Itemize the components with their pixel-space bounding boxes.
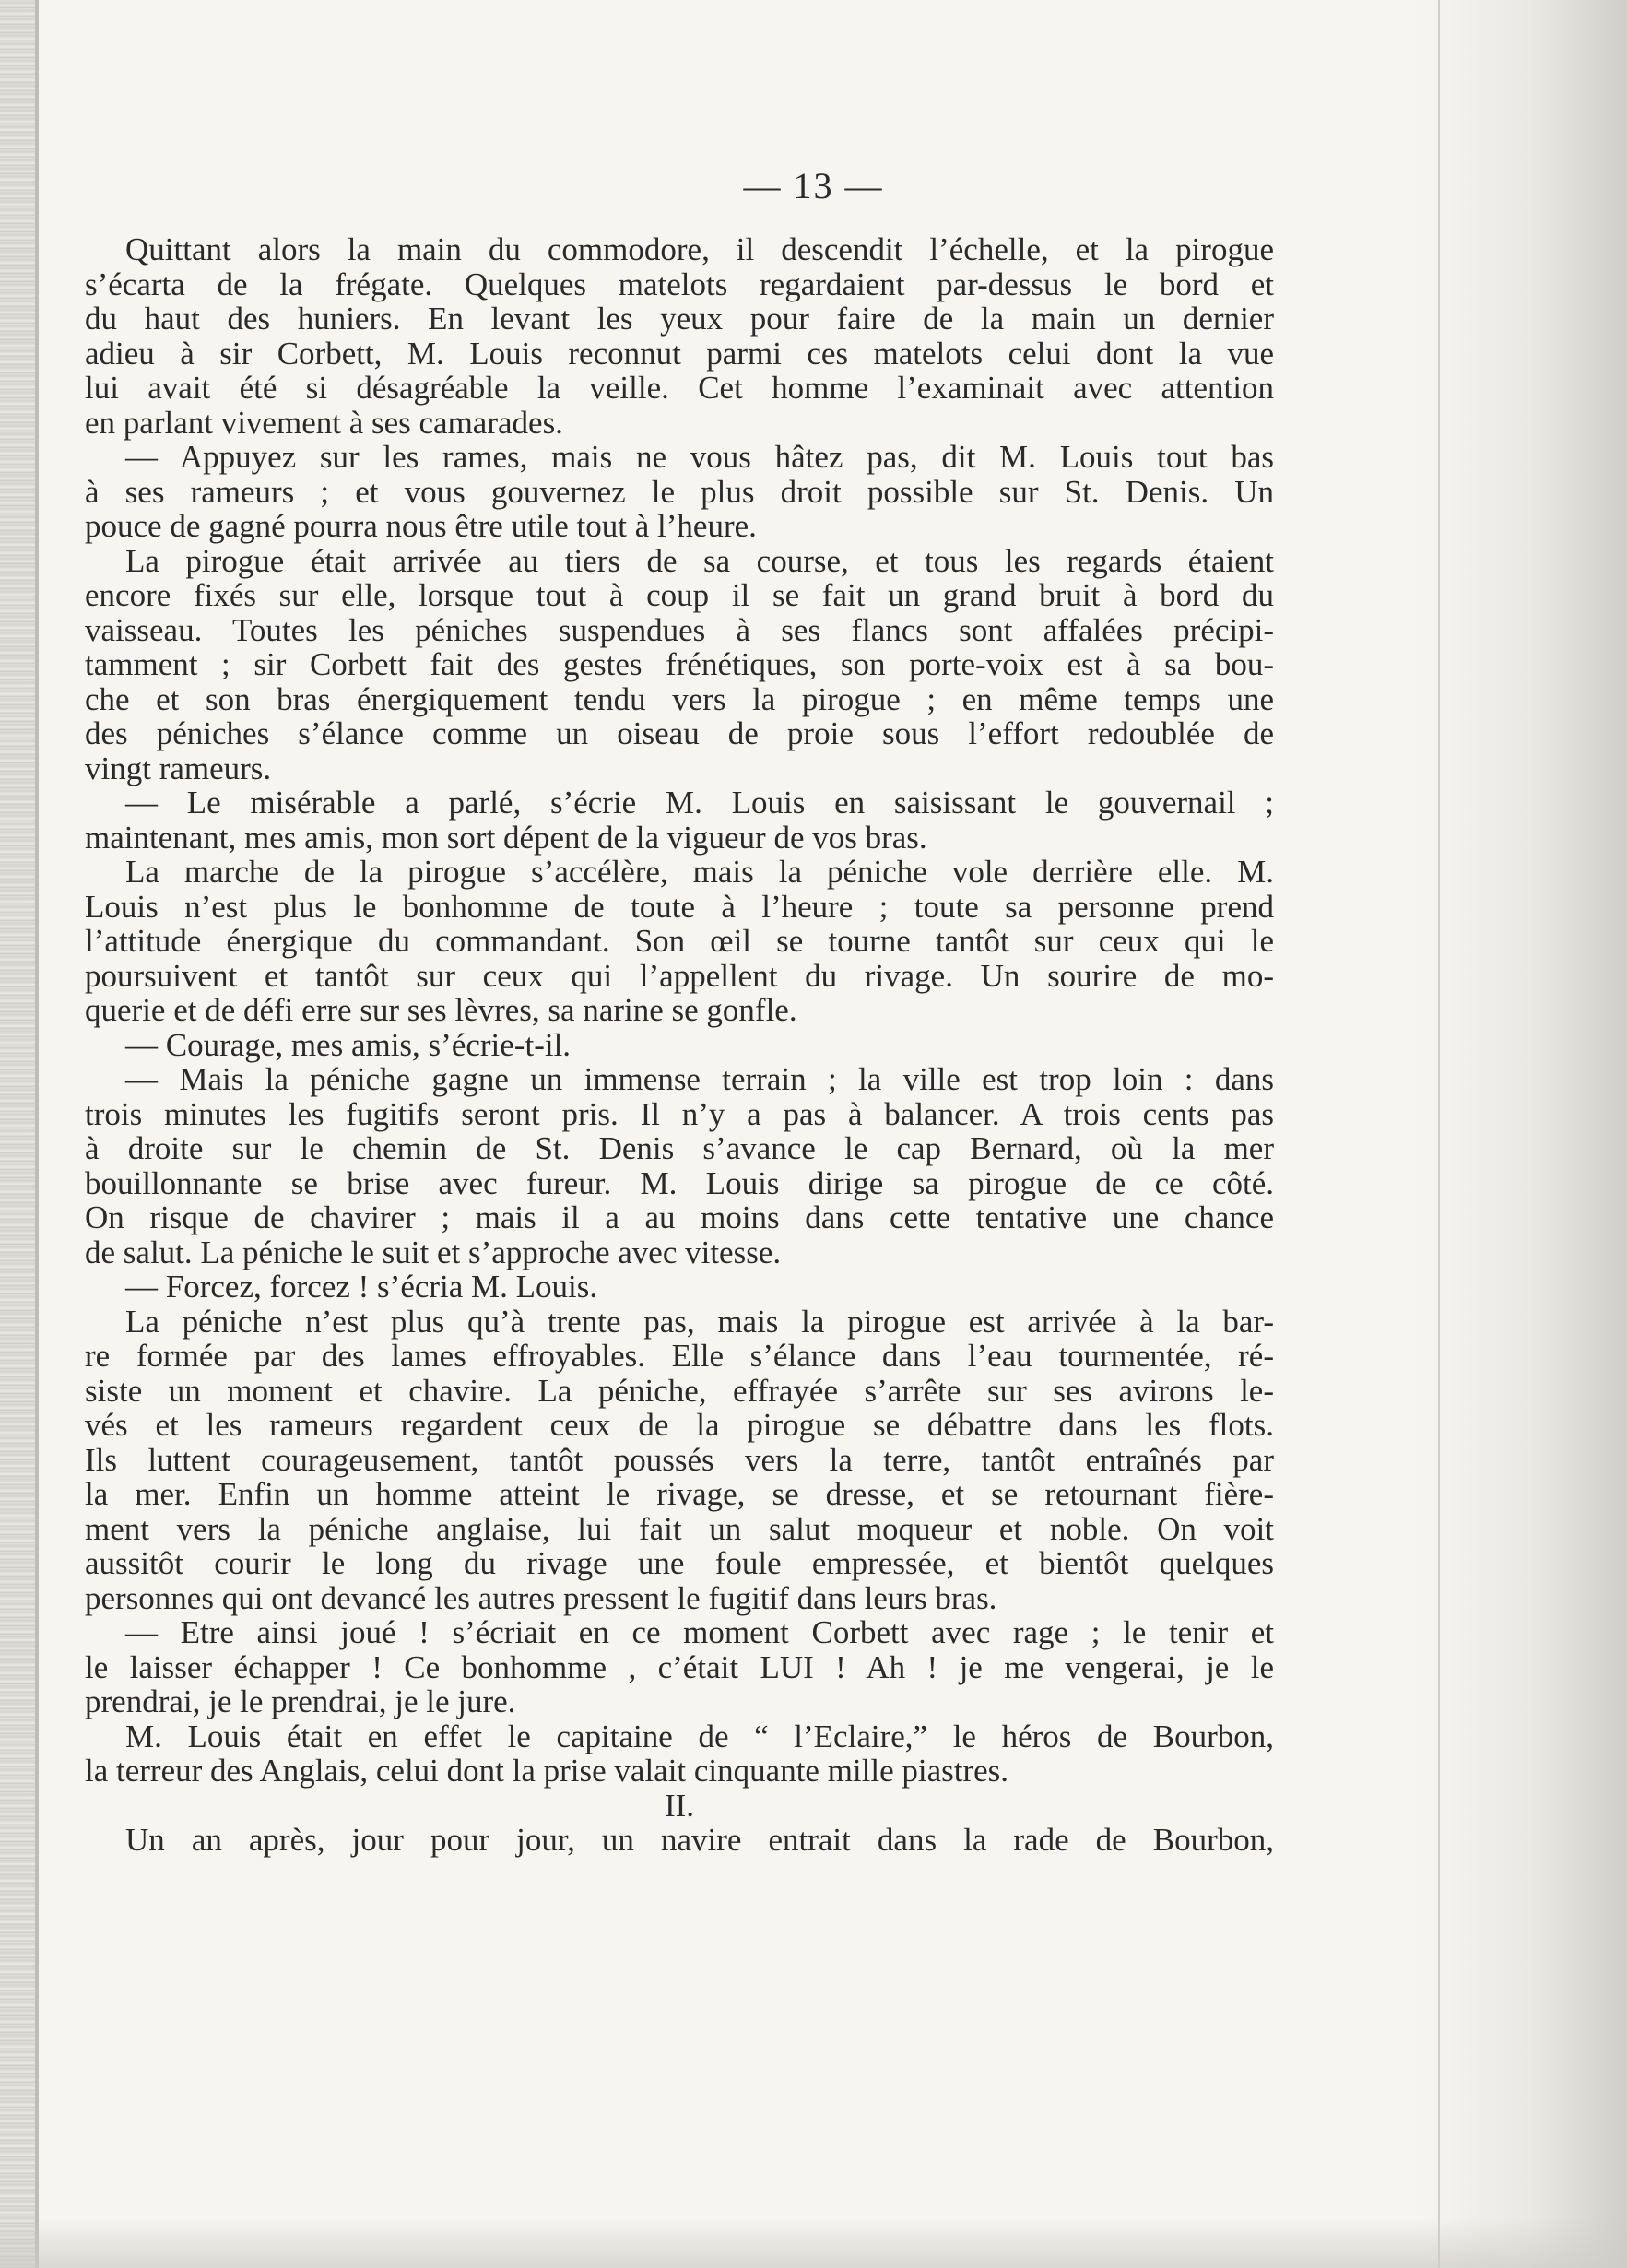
text-line: Quittant alors la main du commodore, il descendit l’échelle, et la pirogue [125, 231, 1274, 267]
text-line: aussitôt courir le long du rivage une foule empressée, et bientôt quelques [85, 1545, 1274, 1581]
text-line: la terreur des Anglais, celui dont la prise valait cinquante mille piastres. [85, 1753, 1009, 1789]
text-line: ment vers la péniche anglaise, lui fait un salut moqueur et noble. On voit [85, 1510, 1274, 1547]
text-line: — Forcez, forcez ! s’écria M. Louis. [125, 1269, 598, 1305]
text-line: che et son bras énergiquement tendu vers la pirogue ; en même temps une [85, 680, 1274, 717]
section-heading: II. [664, 1787, 695, 1824]
text-line: l’attitude énergique du commandant. Son œil se tourne tantôt sur ceux qui le [85, 923, 1274, 959]
page-left-edge [35, 0, 39, 2268]
text-line: Un an après, jour pour jour, un navire entrait dans la rade de Bourbon, [125, 1822, 1274, 1858]
text-line: le laisser échapper ! Ce bonhomme , c’était LUI ! Ah ! je me vengerai, je le [85, 1648, 1274, 1685]
text-line: vingt rameurs. [85, 750, 272, 786]
text-line: adieu à sir Corbett, M. Louis reconnut parmi ces matelots celui dont la vue [85, 335, 1274, 372]
text-line: tamment ; sir Corbett fait des gestes frénétiques, son porte-voix est à sa bou- [85, 646, 1274, 682]
text-line: bouillonnante se brise avec fureur. M. Louis dirige sa pirogue de ce côté. [85, 1164, 1274, 1201]
text-line: maintenant, mes amis, mon sort dépent de la vigueur de vos bras. [85, 819, 927, 856]
text-line: vés et les rameurs regardent ceux de la pirogue se débattre dans les flots. [85, 1407, 1274, 1443]
text-line: de salut. La péniche le suit et s’approche avec vitesse. [85, 1234, 782, 1270]
text-line: — Mais la péniche gagne un immense terrain ; la ville est trop loin : dans [125, 1061, 1274, 1097]
text-line: la mer. Enfin un homme atteint le rivage, se dresse, et se retournant fière- [85, 1476, 1274, 1512]
text-line: Louis n’est plus le bonhomme de toute à l’heure ; toute sa personne prend [85, 888, 1274, 925]
text-line: — Appuyez sur les rames, mais ne vous hâtez pas, dit M. Louis tout bas [125, 439, 1274, 475]
text-line: — Le misérable a parlé, s’écrie M. Louis en saisissant le gouvernail ; [125, 785, 1274, 821]
page-left-margin-shadow [0, 0, 35, 2268]
text-line: re formée par des lames effroyables. Elle s’élance dans l’eau tourmentée, ré- [85, 1338, 1274, 1374]
text-line: trois minutes les fugitifs seront pris. Il n’y a pas à balancer. A trois cents pas [85, 1095, 1274, 1132]
text-line: à droite sur le chemin de St. Denis s’avance le cap Bernard, où la mer [85, 1130, 1274, 1166]
text-line: La péniche n’est plus qu’à trente pas, mais la pirogue est arrivée à la bar- [125, 1303, 1274, 1340]
text-line: en parlant vivement à ses camarades. [85, 404, 563, 441]
text-line: prendrai, je le prendrai, je le jure. [85, 1683, 516, 1719]
text-line: du haut des huniers. En levant les yeux pour faire de la main un dernier [85, 301, 1274, 337]
text-line: s’écarta de la frégate. Quelques matelots regardaient par-dessus le bord et [85, 266, 1274, 302]
text-line: poursuivent et tantôt sur ceux qui l’appellent du rivage. Un sourire de mo- [85, 957, 1274, 994]
text-line: à ses rameurs ; et vous gouvernez le plus droit possible sur St. Denis. Un [85, 473, 1274, 510]
text-line: vaisseau. Toutes les péniches suspendues à ses flancs sont affalées précipi- [85, 611, 1274, 648]
text-line: encore fixés sur elle, lorsque tout à coup il se fait un grand bruit à bord du [85, 577, 1274, 613]
page-right-edge [1438, 0, 1440, 2268]
page-number: — 13 — [743, 165, 884, 207]
text-line: des péniches s’élance comme un oiseau de proie sous l’effort redoublée de [85, 715, 1274, 751]
text-line: lui avait été si désagréable la veille. Cet homme l’examinait avec attention [85, 370, 1274, 406]
text-line: siste un moment et chavire. La péniche, effrayée s’arrête sur ses avirons le- [85, 1372, 1274, 1409]
text-line: La pirogue était arrivée au tiers de sa course, et tous les regards étaient [125, 542, 1274, 579]
text-line: La marche de la pirogue s’accélère, mais la péniche vole derrière elle. M. [125, 854, 1274, 890]
text-line: — Courage, mes amis, s’écrie-t-il. [125, 1026, 572, 1063]
text-line: On risque de chavirer ; mais il a au moins dans cette tentative une chance [85, 1199, 1274, 1235]
page-bottom-margin-shadow [0, 2217, 1627, 2268]
page-right-margin-shadow [1420, 0, 1627, 2268]
text-line: querie et de défi erre sur ses lèvres, sa narine se gonfle. [85, 992, 797, 1028]
body-text [85, 232, 1274, 1858]
text-line: pouce de gagné pourra nous être utile tout à l’heure. [85, 508, 757, 544]
text-line: personnes qui ont devancé les autres pressent le fugitif dans leurs bras. [85, 1579, 997, 1616]
text-line: Ils luttent courageusement, tantôt poussés vers la terre, tantôt entraînés par [85, 1441, 1274, 1478]
text-line: — Etre ainsi joué ! s’écriait en ce moment Corbett avec rage ; le tenir et [125, 1614, 1274, 1650]
text-line: M. Louis était en effet le capitaine de “ l’Eclaire,” le héros de Bourbon, [125, 1718, 1274, 1754]
